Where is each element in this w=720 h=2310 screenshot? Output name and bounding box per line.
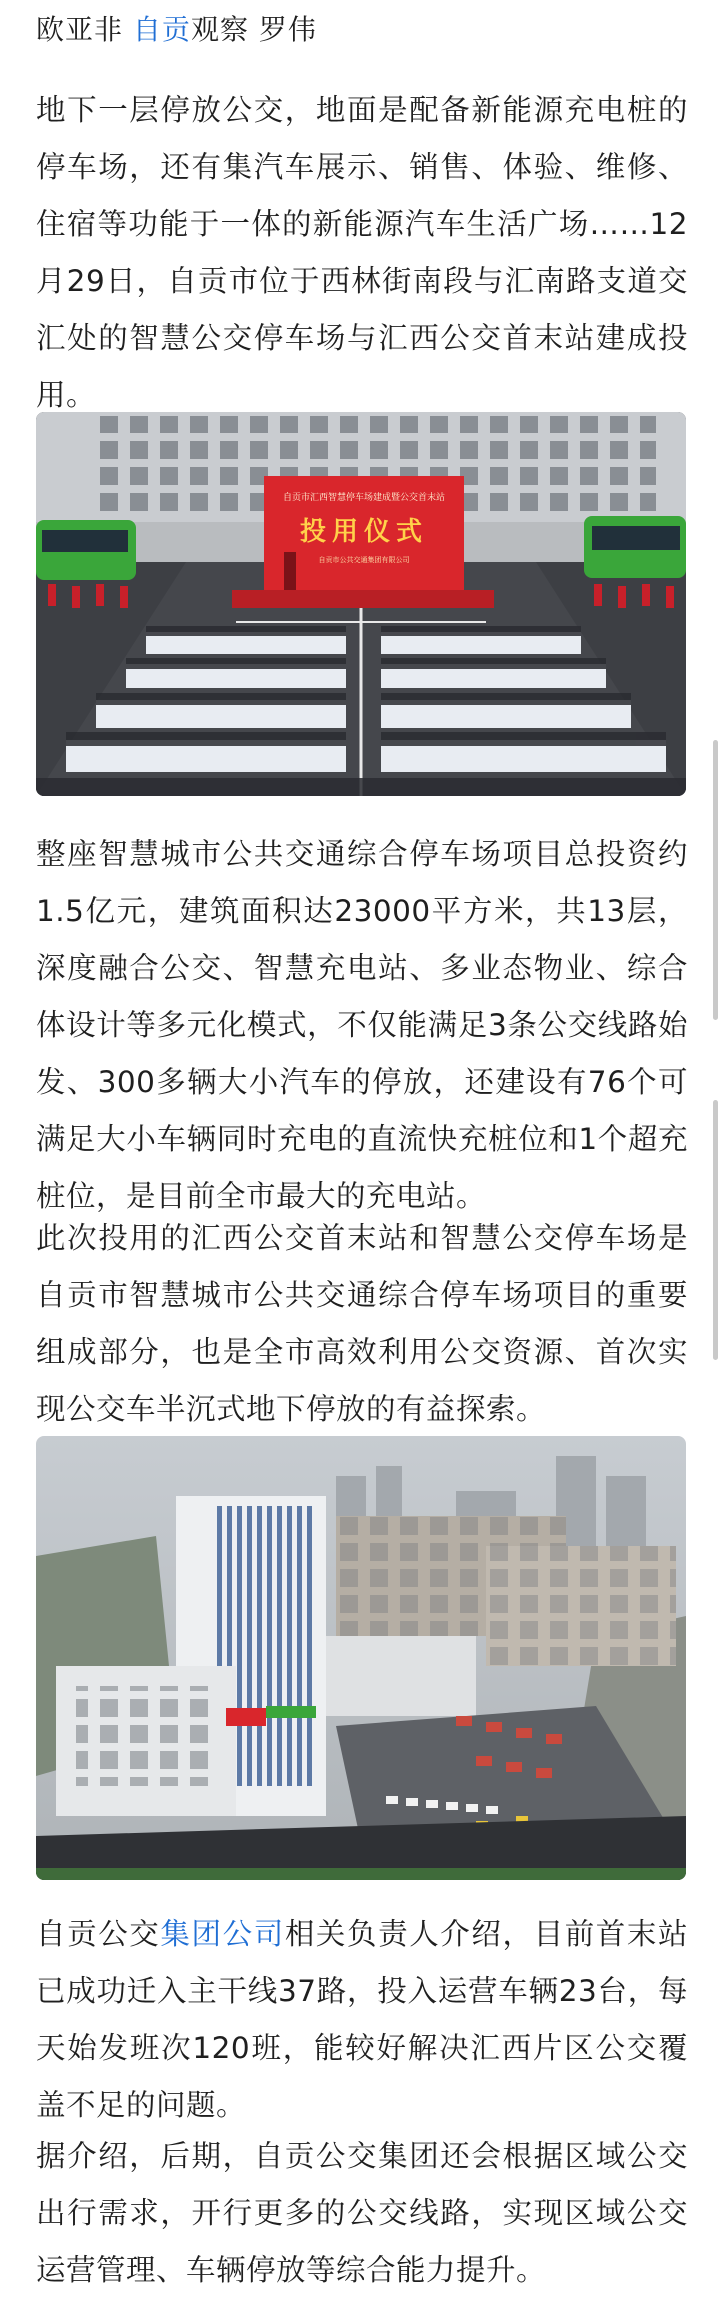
ceremony-photo-illustration [36,412,686,796]
paragraph-significance: 此次投用的汇西公交首末站和智慧公交停车场是自贡市智慧城市公共交通综合停车场项目的重要组成部分，也是全市高效利用公交资源、首次实现公交车半沉式地下停放的有益探索。 [36,1221,688,1426]
paragraph-future: 据介绍，后期，自贡公交集团还会根据区域公交出行需求，开行更多的公交线路，实现区域公交运营管理、车辆停放等综合能力提升。 [36,2139,688,2287]
byline-suffix: 观察 罗伟 [190,13,317,46]
byline [36,8,317,52]
ceremony-photo[interactable] [36,412,686,796]
routes-text-after: 相关负责人介绍，目前首末站已成功迁入主干线37路，投入运营车辆23台，每天始发班次120班，能较好解决汇西片区公交覆盖不足的问题。 [36,1917,688,2122]
aerial-photo-illustration [36,1436,686,1880]
paragraph-routes [36,1906,688,2134]
scrollbar-thumb[interactable] [713,740,718,1020]
bus-row-icon [266,1706,316,1718]
scrollbar-thumb-secondary[interactable] [713,1100,718,1360]
aerial-photo[interactable] [36,1436,686,1880]
group-company-link[interactable]: 集团公司 [160,1917,285,1951]
routes-text-before: 自贡公交 [36,1917,161,1951]
banner-main-text: 投用仪式 [299,517,429,547]
banner-subtitle: 自贡市公共交通集团有限公司 [318,556,410,564]
banner-title: 自贡市汇西智慧停车场建成暨公交首末站 [282,493,446,503]
byline-prefix: 欧亚非 [36,13,124,46]
paragraph-investment: 整座智慧城市公共交通综合停车场项目总投资约1.5亿元，建筑面积达23000平方米，共13层，深度融合公交、智慧充电站、多业态物业、综合体设计等多元化模式，不仅能满足3条公交线路始发、300多辆大小汽车的停放，还建设有76个可满足大小车辆同时充电的直流快充桩位和1个超充桩位，是目前全市最大的充电站。 [36,837,688,1213]
paragraph-intro: 地下一层停放公交，地面是配备新能源充电桩的停车场，还有集汽车展示、销售、体验、维修、住宿等功能于一体的新能源汽车生活广场……12月29日，自贡市位于西林街南段与汇南路支道交汇处的智慧公交停车场与汇西公交首末站建成投用。 [36,93,688,412]
byline-location-link[interactable]: 自贡 [132,13,191,46]
